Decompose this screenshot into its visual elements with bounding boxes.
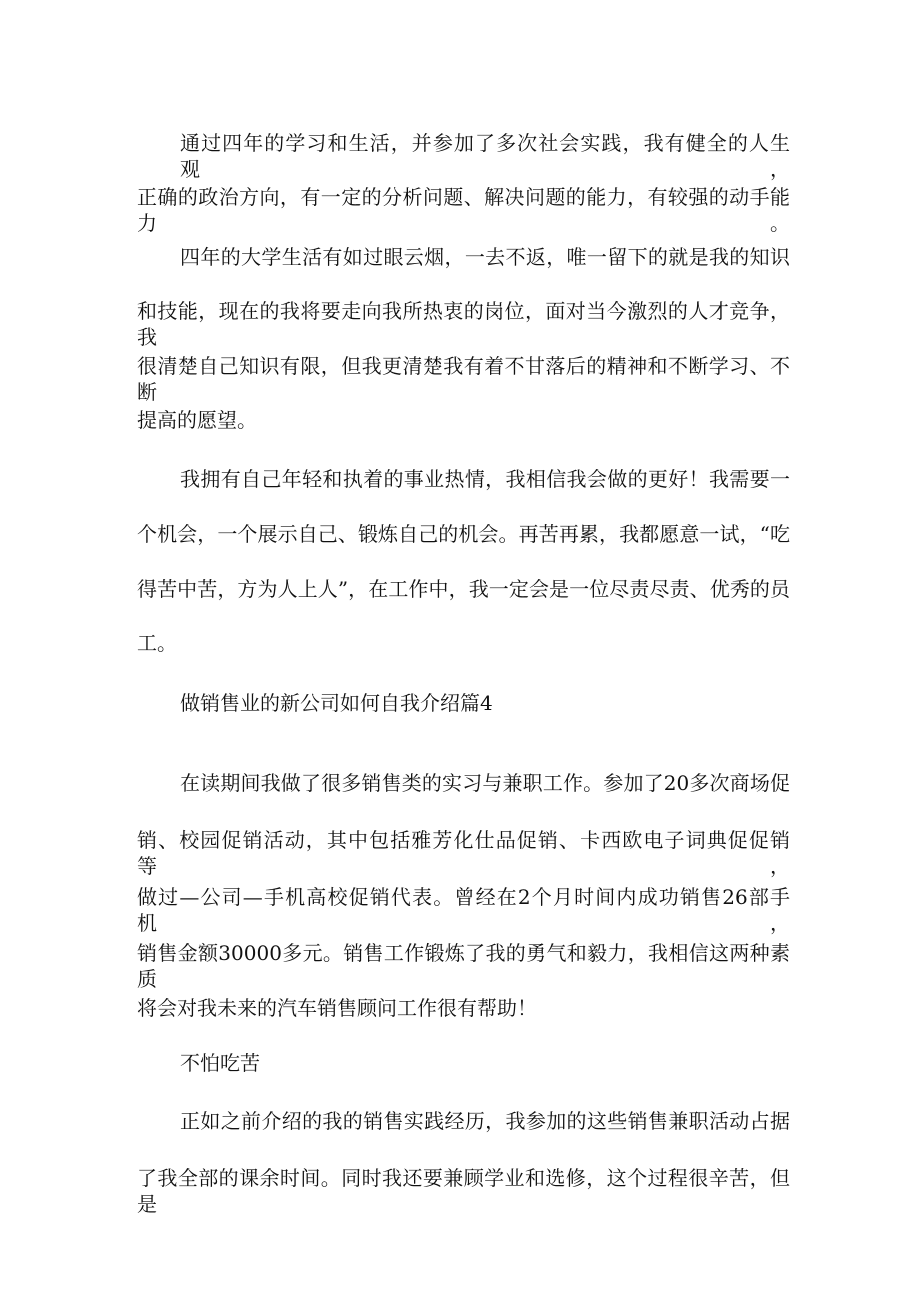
paragraph-3-line-3: 得苦中苦，方为人上人”，在工作中，我一定会是一位尽责尽责、优秀的员 [137,577,790,601]
paragraph-4-line-2: 销、校园促销活动，其中包括雅芳化仕品促销、卡西欧电子词典促促销等， [137,828,790,878]
paragraph-1-line-2: 正确的政治方向，有一定的分析问题、解决问题的能力，有较强的动手能力。 [137,185,790,235]
paragraph-2-line-3: 很清楚自己知识有限，但我更清楚我有着不甘落后的精神和不断学习、不断 [137,354,790,404]
paragraph-4-line-5: 将会对我未来的汽车销售顾问工作很有帮助！ [137,996,537,1020]
paragraph-4-line-4: 销售金额30000多元。销售工作锻炼了我的勇气和毅力，我相信这两种素质 [137,941,790,991]
subsection-heading: 不怕吃苦 [180,1051,260,1075]
paragraph-5-line-2: 了我全部的课余时间。同时我还要兼顾学业和选修，这个过程很辛苦，但是 [137,1166,790,1216]
paragraph-2-line-1: 四年的大学生活有如过眼云烟，一去不返，唯一留下的就是我的知识 [180,245,790,269]
paragraph-2-line-4: 提高的愿望。 [137,408,257,432]
paragraph-5-line-1: 正如之前介绍的我的销售实践经历，我参加的这些销售兼职活动占据 [180,1109,790,1133]
paragraph-4-line-3: 做过—公司—手机高校促销代表。曾经在2个月时间内成功销售26部手机， [137,885,790,935]
paragraph-3-line-2: 个机会，一个展示自己、锻炼自己的机会。再苦再累，我都愿意一试，“吃 [137,522,790,546]
paragraph-2-line-2: 和技能，现在的我将要走向我所热衷的岗位，面对当今激烈的人才竞争，我 [137,299,790,349]
paragraph-3-line-4: 工。 [137,631,177,655]
section-heading: 做销售业的新公司如何自我介绍篇4 [180,691,493,715]
paragraph-4-line-1: 在读期间我做了很多销售类的实习与兼职工作。参加了20多次商场促 [180,771,790,795]
paragraph-1-line-1: 通过四年的学习和生活，并参加了多次社会实践，我有健全的人生观， [180,131,790,181]
paragraph-3-line-1: 我拥有自己年轻和执着的事业热情，我相信我会做的更好！我需要一 [180,467,790,491]
